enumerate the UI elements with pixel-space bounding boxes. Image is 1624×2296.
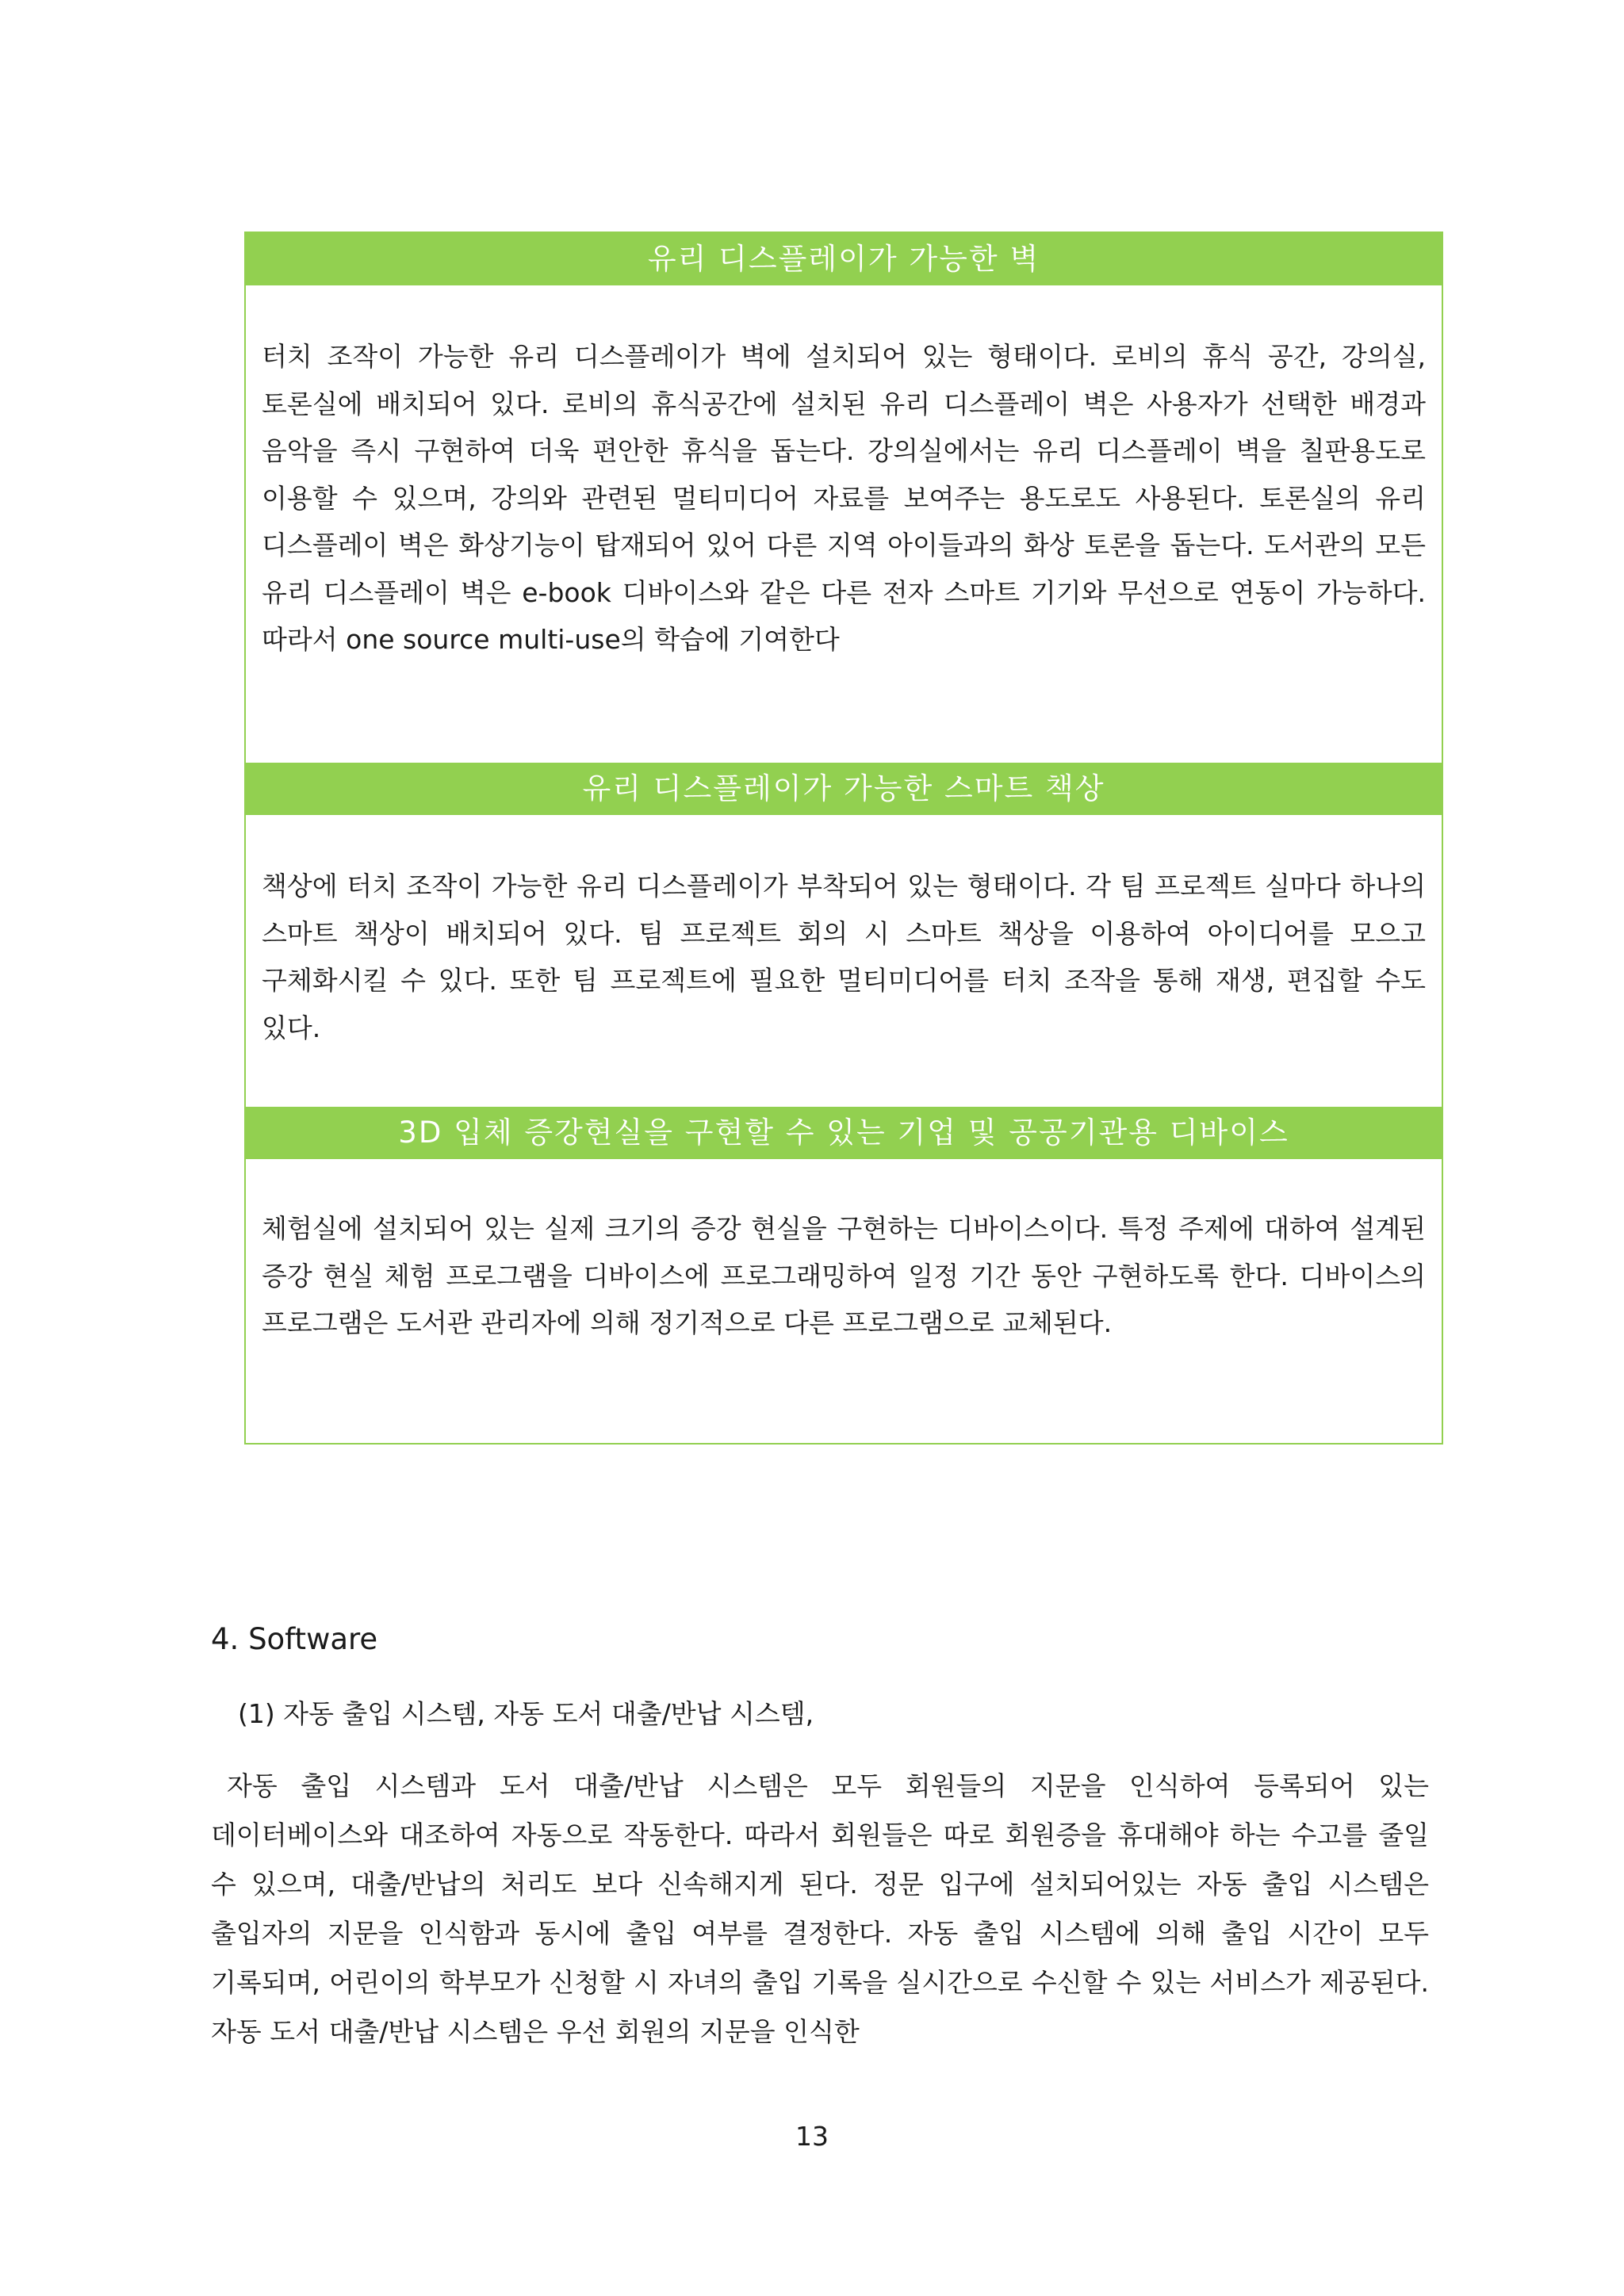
section-body-smart-desk: 책상에 터치 조작이 가능한 유리 디스플레이가 부착되어 있는 형태이다. 각 팀 프로젝트 실마다 하나의 스마트 책상이 배치되어 있다. 팀 프로젝트 회의 시 스마트 책상을 이용하여 아이디어를 모으고 구체화시킬 수 있다. 또한 팀 프로젝트에 필요한 멀티미디어를 터치 조작을 통해 재생, 편집할 수도 있다. [262, 871, 1426, 1043]
software-paragraph: 자동 출입 시스템과 도서 대출/반납 시스템은 모두 회원들의 지문을 인식하여 등록되어 있는 데이터베이스와 대조하여 자동으로 작동한다. 따라서 회원들은 따로 회원증을 휴대해야 하는 수고를 줄일 수 있으며, 대출/반납의 처리도 보다 신속해지게 된다. 정문 입구에 설치되어있는 자동 출입 시스템은 출입자의 지문을 인식함과 동시에 출입 여부를 결정한다. 자동 출입 시스템에 의해 출입 시간이 모두 기록되며, 어린이의 학부모가 신청할 시 자녀의 출입 기록을 실시간으로 수신할 수 있는 서비스가 제공된다. 자동 도서 대출/반납 시스템은 우선 회원의 지문을 인식한 [211, 1770, 1429, 2047]
software-subsection-title: (1) 자동 출입 시스템, 자동 도서 대출/반납 시스템, [238, 1698, 814, 1729]
section-heading-ar-device: 3D 입체 증강현실을 구현할 수 있는 기업 및 공공기관용 디바이스 [246, 1107, 1442, 1159]
section-heading-glass-wall: 유리 디스플레이가 가능한 벽 [246, 233, 1442, 285]
section-heading-smart-desk: 유리 디스플레이가 가능한 스마트 책상 [246, 763, 1442, 815]
section-body-ar-device: 체험실에 설치되어 있는 실제 크기의 증강 현실을 구현하는 디바이스이다. 특정 주제에 대하여 설계된 증강 현실 체험 프로그램을 디바이스에 프로그래밍하여 일정 기간 동안 구현하도록 한다. 디바이스의 프로그램은 도서관 관리자에 의해 정기적으로 다른 프로그램으로 교체된다. [262, 1213, 1426, 1338]
software-section-title: 4. Software [211, 1622, 378, 1656]
section-body-glass-wall: 터치 조작이 가능한 유리 디스플레이가 벽에 설치되어 있는 형태이다. 로비의 휴식 공간, 강의실, 토론실에 배치되어 있다. 로비의 휴식공간에 설치된 유리 디스플레이 벽은 사용자가 선택한 배경과 음악을 즉시 구현하여 더욱 편안한 휴식을 돕는다. 강의실에서는 유리 디스플레이 벽을 칠판용도로 이용할 수 있으며, 강의와 관련된 멀티미디어 자료를 보여주는 용도로도 사용된다. 토론실의 유리 디스플레이 벽은 화상기능이 탑재되어 있어 다른 지역 아이들과의 화상 토론을 돕는다. 도서관의 모든 유리 디스플레이 벽은 e-book 디바이스와 같은 다른 전자 스마트 기기와 무선으로 연동이 가능하다. 따라서 one source multi-use의 학습에 기여한다 [262, 341, 1426, 655]
feature-table [244, 232, 1443, 1445]
page-number: 13 [795, 2121, 829, 2152]
